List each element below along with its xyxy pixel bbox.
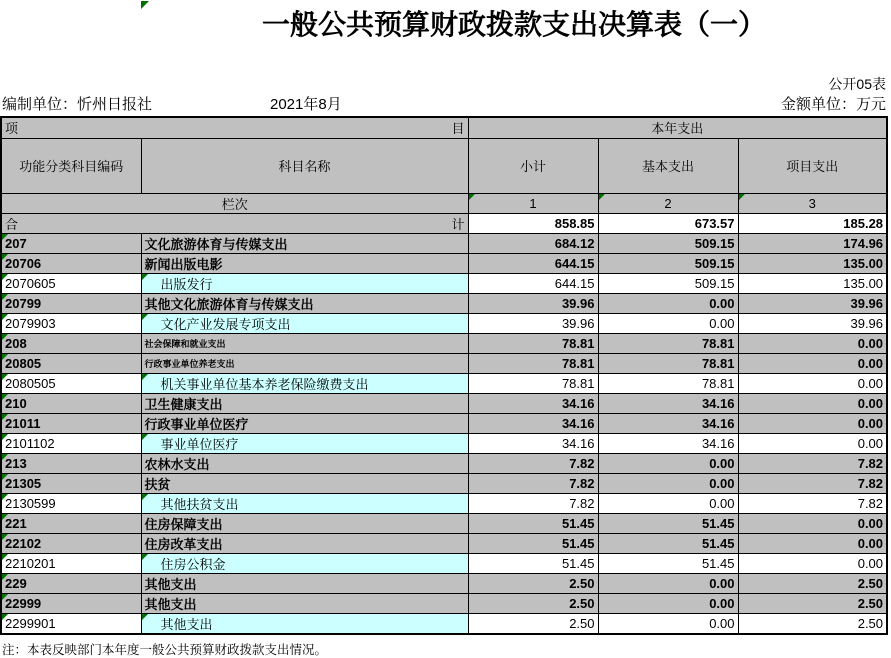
table-row <box>1 313 887 333</box>
code-cell: 221 <box>1 513 141 533</box>
subtotal-cell: 34.16 <box>468 393 598 413</box>
name-cell: 卫生健康支出 <box>141 393 468 413</box>
prepared-by-label: 编制单位：忻州日报社 <box>2 96 153 113</box>
total-row <box>1 213 887 233</box>
period-label: 2021年8月 <box>270 96 342 113</box>
name-cell: 住房保障支出 <box>141 513 468 533</box>
project-cell: 2.50 <box>738 573 887 593</box>
group-header-cell: 本年支出 <box>468 117 887 138</box>
expenditure-table <box>0 116 888 635</box>
table-row <box>1 273 887 293</box>
project-cell: 7.82 <box>738 453 887 473</box>
code-cell: 2080505 <box>1 373 141 393</box>
name-cell: 住房改革支出 <box>141 533 468 553</box>
subtotal-cell: 644.15 <box>468 253 598 273</box>
code-cell: 20706 <box>1 253 141 273</box>
column-header-row <box>1 138 887 193</box>
name-cell: 新闻出版电影 <box>141 253 468 273</box>
subtotal-cell: 51.45 <box>468 513 598 533</box>
table-row <box>1 353 887 373</box>
name-cell: 其他支出 <box>141 613 468 634</box>
table-code-label: 公开05表 <box>828 76 886 92</box>
total-subtotal-cell: 858.85 <box>468 213 598 233</box>
total-project-cell: 185.28 <box>738 213 887 233</box>
name-cell: 住房公积金 <box>141 553 468 573</box>
code-cell: 20805 <box>1 353 141 373</box>
project-cell: 39.96 <box>738 313 887 333</box>
project-cell: 0.00 <box>738 513 887 533</box>
name-cell: 社会保障和就业支出 <box>141 333 468 353</box>
total-basic-cell: 673.57 <box>598 213 738 233</box>
basic-cell: 509.15 <box>598 253 738 273</box>
table-row <box>1 453 887 473</box>
col-number-1: 1 <box>468 193 598 213</box>
table-row <box>1 413 887 433</box>
col-header-subtotal: 小计 <box>468 138 598 193</box>
table-row <box>1 253 887 273</box>
table-row <box>1 573 887 593</box>
basic-cell: 34.16 <box>598 413 738 433</box>
subtotal-cell: 39.96 <box>468 293 598 313</box>
footnote: 注：本表反映部门本年度一般公共预算财政拨款支出情况。 <box>2 643 328 657</box>
subtotal-cell: 2.50 <box>468 593 598 613</box>
project-cell: 39.96 <box>738 293 887 313</box>
col-header-basic: 基本支出 <box>598 138 738 193</box>
project-cell: 2.50 <box>738 593 887 613</box>
subtotal-cell: 2.50 <box>468 573 598 593</box>
basic-cell: 0.00 <box>598 573 738 593</box>
item-left-label: 项 <box>5 121 19 137</box>
name-cell: 其他文化旅游体育与传媒支出 <box>141 293 468 313</box>
basic-cell: 51.45 <box>598 553 738 573</box>
basic-cell: 51.45 <box>598 513 738 533</box>
basic-cell: 78.81 <box>598 353 738 373</box>
name-cell: 出版发行 <box>141 273 468 293</box>
col-header-name: 科目名称 <box>141 138 468 193</box>
project-cell: 7.82 <box>738 473 887 493</box>
project-cell: 0.00 <box>738 333 887 353</box>
project-cell: 135.00 <box>738 273 887 293</box>
name-cell: 扶贫 <box>141 473 468 493</box>
table-row <box>1 493 887 513</box>
col-header-code: 功能分类科目编码 <box>1 138 141 193</box>
project-cell: 0.00 <box>738 393 887 413</box>
basic-cell: 0.00 <box>598 293 738 313</box>
name-cell: 行政事业单位医疗 <box>141 413 468 433</box>
table-row <box>1 473 887 493</box>
subtotal-cell: 78.81 <box>468 373 598 393</box>
name-cell: 其他扶贫支出 <box>141 493 468 513</box>
subtotal-cell: 644.15 <box>468 273 598 293</box>
table-row <box>1 433 887 453</box>
code-cell: 2101102 <box>1 433 141 453</box>
code-cell: 207 <box>1 233 141 253</box>
name-cell: 行政事业单位养老支出 <box>141 353 468 373</box>
project-cell: 0.00 <box>738 413 887 433</box>
code-cell: 2299901 <box>1 613 141 634</box>
subtotal-cell: 2.50 <box>468 613 598 634</box>
name-cell: 机关事业单位基本养老保险缴费支出 <box>141 373 468 393</box>
subtotal-cell: 7.82 <box>468 493 598 513</box>
code-cell: 21305 <box>1 473 141 493</box>
code-cell: 2079903 <box>1 313 141 333</box>
basic-cell: 34.16 <box>598 433 738 453</box>
basic-cell: 0.00 <box>598 613 738 634</box>
subtotal-cell: 684.12 <box>468 233 598 253</box>
item-corner-cell <box>1 117 468 138</box>
code-cell: 210 <box>1 393 141 413</box>
table-rows <box>1 233 887 634</box>
project-cell: 0.00 <box>738 553 887 573</box>
error-marker-icon <box>141 1 149 9</box>
table-row <box>1 293 887 313</box>
col-number-2: 2 <box>598 193 738 213</box>
name-cell: 文化产业发展专项支出 <box>141 313 468 333</box>
table-header-section <box>1 117 887 233</box>
code-cell: 2130599 <box>1 493 141 513</box>
project-cell: 0.00 <box>738 533 887 553</box>
total-left-label: 合 <box>5 216 19 232</box>
subtotal-cell: 78.81 <box>468 353 598 373</box>
project-cell: 174.96 <box>738 233 887 253</box>
name-cell: 事业单位医疗 <box>141 433 468 453</box>
basic-cell: 78.81 <box>598 333 738 353</box>
code-cell: 229 <box>1 573 141 593</box>
code-cell: 2210201 <box>1 553 141 573</box>
lanci-cell: 栏次 <box>1 193 468 213</box>
project-cell: 135.00 <box>738 253 887 273</box>
item-header-row <box>1 117 887 138</box>
subtotal-cell: 34.16 <box>468 413 598 433</box>
subtotal-cell: 7.82 <box>468 473 598 493</box>
code-cell: 213 <box>1 453 141 473</box>
page-title: 一般公共预算财政拨款支出决算表（一） <box>262 9 767 40</box>
col-number-3: 3 <box>738 193 887 213</box>
basic-cell: 0.00 <box>598 453 738 473</box>
project-cell: 0.00 <box>738 373 887 393</box>
basic-cell: 0.00 <box>598 593 738 613</box>
name-cell: 其他支出 <box>141 593 468 613</box>
table-row <box>1 553 887 573</box>
project-cell: 0.00 <box>738 433 887 453</box>
total-right-label: 计 <box>451 216 465 232</box>
basic-cell: 0.00 <box>598 313 738 333</box>
name-cell: 其他支出 <box>141 573 468 593</box>
name-cell: 农林水支出 <box>141 453 468 473</box>
subtotal-cell: 51.45 <box>468 553 598 573</box>
subtotal-cell: 51.45 <box>468 533 598 553</box>
table-row <box>1 233 887 253</box>
table-row <box>1 533 887 553</box>
column-number-row <box>1 193 887 213</box>
basic-cell: 78.81 <box>598 373 738 393</box>
code-cell: 2070605 <box>1 273 141 293</box>
table-row <box>1 513 887 533</box>
table-row <box>1 333 887 353</box>
code-cell: 20799 <box>1 293 141 313</box>
code-cell: 21011 <box>1 413 141 433</box>
basic-cell: 0.00 <box>598 473 738 493</box>
basic-cell: 51.45 <box>598 533 738 553</box>
subtotal-cell: 39.96 <box>468 313 598 333</box>
code-cell: 22999 <box>1 593 141 613</box>
table-row <box>1 593 887 613</box>
item-right-label: 目 <box>451 121 465 137</box>
table-row <box>1 393 887 413</box>
name-cell: 文化旅游体育与传媒支出 <box>141 233 468 253</box>
subtotal-cell: 78.81 <box>468 333 598 353</box>
basic-cell: 34.16 <box>598 393 738 413</box>
project-cell: 2.50 <box>738 613 887 634</box>
basic-cell: 0.00 <box>598 493 738 513</box>
table-row <box>1 373 887 393</box>
subtotal-cell: 34.16 <box>468 433 598 453</box>
col-header-project: 项目支出 <box>738 138 887 193</box>
table-row <box>1 613 887 634</box>
code-cell: 22102 <box>1 533 141 553</box>
basic-cell: 509.15 <box>598 273 738 293</box>
basic-cell: 509.15 <box>598 233 738 253</box>
project-cell: 7.82 <box>738 493 887 513</box>
amount-unit-label: 金额单位：万元 <box>780 96 886 113</box>
subtotal-cell: 7.82 <box>468 453 598 473</box>
total-label-cell <box>1 213 468 233</box>
code-cell: 208 <box>1 333 141 353</box>
project-cell: 0.00 <box>738 353 887 373</box>
